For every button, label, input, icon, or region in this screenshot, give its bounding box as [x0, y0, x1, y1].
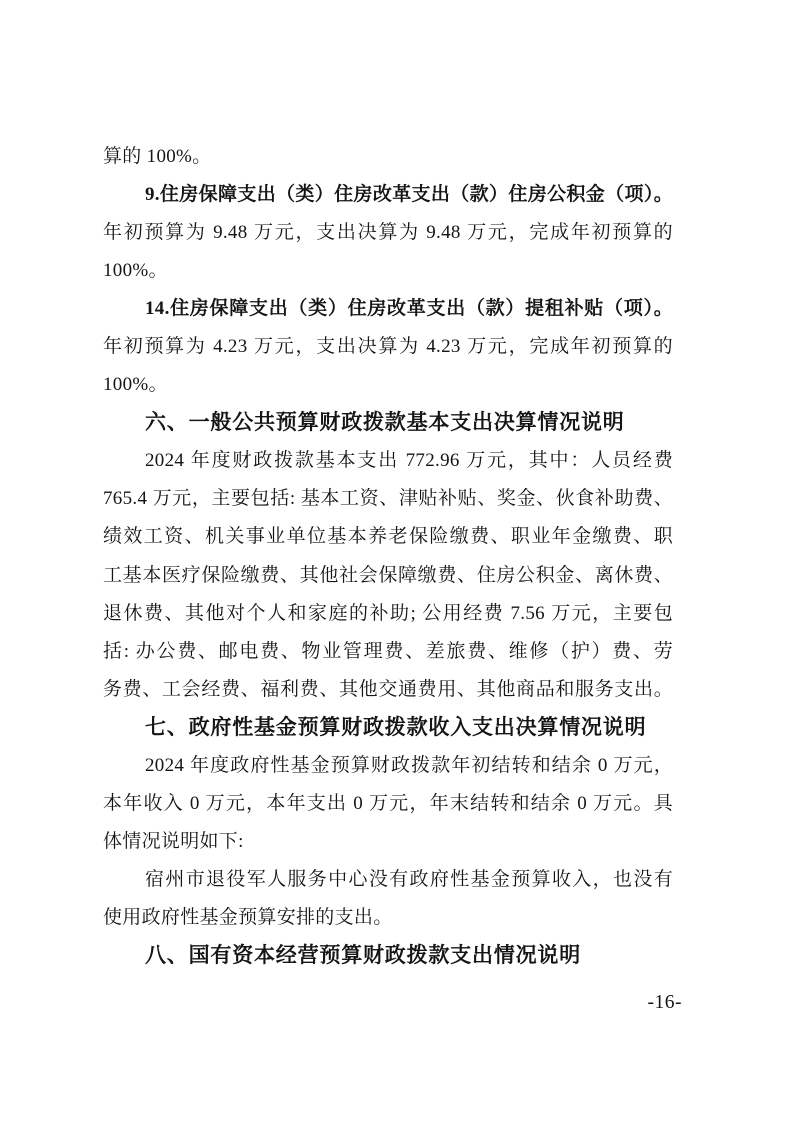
body-line: 100%。 [103, 374, 168, 396]
body-line: 年初预算为 9.48 万元，支出决算为 9.48 万元，完成年初预算的 [103, 222, 673, 244]
text-block [103, 138, 673, 975]
item-14-heading-line: 14.住房保障支出（类）住房改革支出（款）提租补贴（项）。 [145, 298, 673, 320]
page-number: -16- [647, 992, 682, 1013]
body-line: 年初预算为 4.23 万元，支出决算为 4.23 万元，完成年初预算的 [103, 336, 673, 358]
body-line: 765.4 万元，主要包括: 基本工资、津贴补贴、奖金、伙食补助费、 [103, 488, 673, 510]
body-line: 宿州市退役军人服务中心没有政府性基金预算收入，也没有 [145, 868, 673, 890]
body-line: 2024 年度政府性基金预算财政拨款年初结转和结余 0 万元， [145, 754, 673, 776]
body-line: 务费、工会经费、福利费、其他交通费用、其他商品和服务支出。 [103, 678, 673, 700]
body-line: 算的 100%。 [103, 146, 212, 167]
item-9-heading-line: 9.住房保障支出（类）住房改革支出（款）住房公积金（项）。 [145, 184, 673, 206]
body-line: 工基本医疗保险缴费、其他社会保障缴费、住房公积金、离休费、 [103, 564, 673, 586]
section-heading-7: 七、政府性基金预算财政拨款收入支出决算情况说明 [145, 715, 647, 739]
body-line: 100%。 [103, 260, 168, 282]
body-line: 本年收入 0 万元，本年支出 0 万元，年末结转和结余 0 万元。具 [103, 792, 673, 814]
body-line: 退休费、其他对个人和家庭的补助; 公用经费 7.56 万元，主要包 [103, 602, 673, 624]
body-line: 体情况说明如下: [103, 830, 244, 852]
body-line: 括: 办公费、邮电费、物业管理费、差旅费、维修（护）费、劳 [103, 640, 673, 662]
body-line: 绩效工资、机关事业单位基本养老保险缴费、职业年金缴费、职 [103, 526, 673, 548]
section-heading-8: 八、国有资本经营预算财政拨款支出情况说明 [145, 943, 581, 967]
body-line: 使用政府性基金预算安排的支出。 [103, 906, 393, 928]
section-heading-6: 六、一般公共预算财政拨款基本支出决算情况说明 [145, 411, 625, 435]
body-line: 2024 年度财政拨款基本支出 772.96 万元，其中：人员经费 [145, 450, 673, 472]
